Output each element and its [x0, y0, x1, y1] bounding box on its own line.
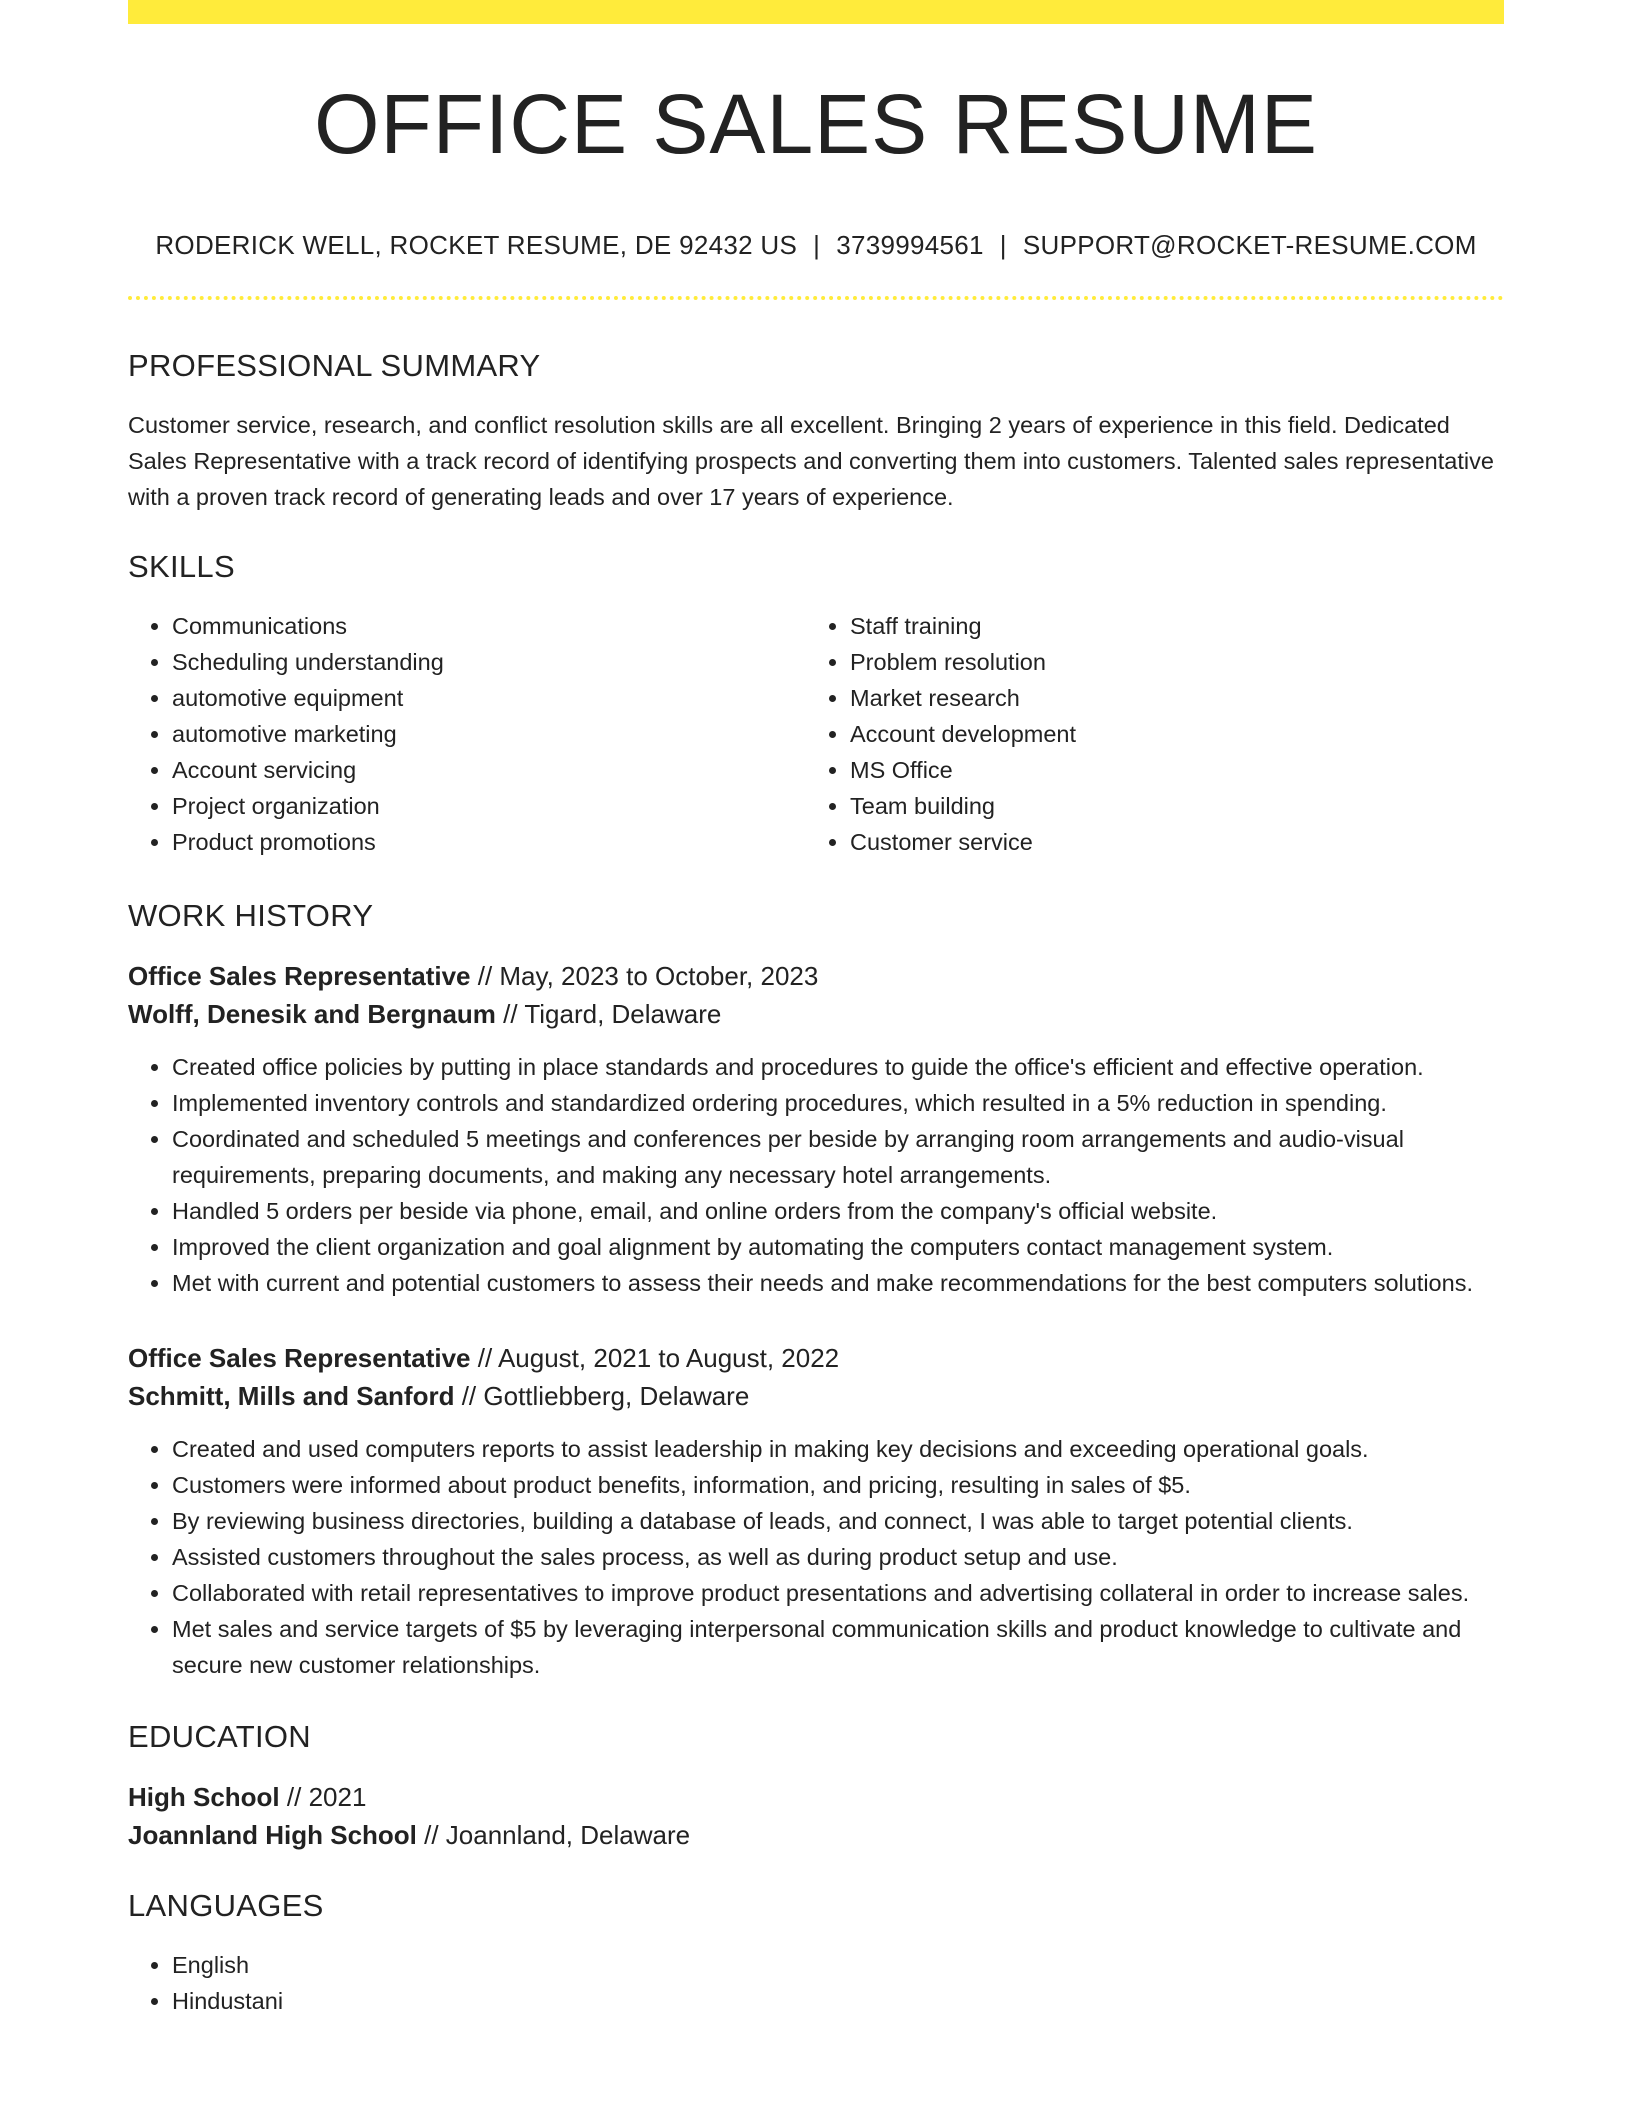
education-school-line [128, 1816, 1504, 1854]
skills-right-column [806, 608, 1484, 860]
skill-item: • Customer service [850, 824, 1484, 860]
skill-item: • Project organization [172, 788, 806, 824]
skill-item: • MS Office [850, 752, 1484, 788]
job-dates: // May, 2023 to October, 2023 [470, 961, 819, 991]
resume-title: OFFICE SALES RESUME [314, 77, 1318, 171]
job-bullet: • Coordinated and scheduled 5 meetings and conferences per beside by arranging room arrangements and audio-visual requirements, preparing documents, and making any necessary hotel arrangements. [172, 1121, 1504, 1193]
skill-item: • Scheduling understanding [172, 644, 806, 680]
job-company: Schmitt, Mills and Sanford [128, 1381, 455, 1411]
top-accent-bar [128, 0, 1504, 24]
education-school: Joannland High School [128, 1820, 417, 1850]
contact-separator: | [999, 230, 1007, 260]
job-bullet: • Improved the client organization and goal alignment by automating the computers contact management system. [172, 1229, 1504, 1265]
education-entry [128, 1778, 1504, 1854]
job-bullet: • Handled 5 orders per beside via phone, email, and online orders from the company's official website. [172, 1193, 1504, 1229]
job-entry [128, 957, 1504, 1301]
job-company-line [128, 995, 1504, 1033]
job-bullets [128, 1431, 1504, 1683]
contact-email: SUPPORT@ROCKET-RESUME.COM [1022, 230, 1477, 260]
education-degree-line [128, 1778, 1504, 1816]
job-company: Wolff, Denesik and Bergnaum [128, 999, 496, 1029]
job-title: Office Sales Representative [128, 961, 471, 991]
job-bullet: • Met sales and service targets of $5 by leveraging interpersonal communication skills and product knowledge to cultivate and secure new customer relationships. [172, 1611, 1504, 1683]
skills-heading: SKILLS [128, 549, 235, 584]
contact-phone: 3739994561 [836, 230, 984, 260]
job-bullet: • Implemented inventory controls and standardized ordering procedures, which resulted in a 5% reduction in spending. [172, 1085, 1504, 1121]
summary-text: Customer service, research, and conflict resolution skills are all excellent. Bringing 2 years of experience in this field. Dedicated Sales Representative with a track record of identifying prospects and converting them into customers. Talented sales representative with a proven track record of generating leads and over 17 years of experience. [128, 412, 1494, 510]
job-bullets [128, 1049, 1504, 1301]
skill-item: • Account servicing [172, 752, 806, 788]
skills-grid [128, 608, 1504, 860]
job-bullet: • By reviewing business directories, building a database of leads, and connect, I was able to target potential clients. [172, 1503, 1504, 1539]
education-location: // Joannland, Delaware [416, 1820, 691, 1850]
languages-heading: LANGUAGES [128, 1888, 324, 1923]
skill-item: • Account development [850, 716, 1484, 752]
job-bullet: • Met with current and potential customers to assess their needs and make recommendations for the best computers solutions. [172, 1265, 1504, 1301]
job-location: // Gottliebberg, Delaware [454, 1381, 750, 1411]
languages-list [128, 1947, 1504, 2019]
skill-item: • automotive equipment [172, 680, 806, 716]
skill-item: • Market research [850, 680, 1484, 716]
skill-item: • Team building [850, 788, 1484, 824]
skill-item: • Communications [172, 608, 806, 644]
skill-item: • automotive marketing [172, 716, 806, 752]
job-bullet: • Created and used computers reports to assist leadership in making key decisions and exceeding operational goals. [172, 1431, 1504, 1467]
job-dates: // August, 2021 to August, 2022 [470, 1343, 840, 1373]
job-bullet: • Customers were informed about product benefits, information, and pricing, resulting in sales of $5. [172, 1467, 1504, 1503]
job-bullet: • Created office policies by putting in place standards and procedures to guide the office's efficient and effective operation. [172, 1049, 1504, 1085]
education-heading: EDUCATION [128, 1719, 311, 1754]
language-item: • English [172, 1947, 1504, 1983]
skill-item: • Staff training [850, 608, 1484, 644]
education-degree: High School [128, 1782, 280, 1812]
job-title: Office Sales Representative [128, 1343, 471, 1373]
summary-heading: PROFESSIONAL SUMMARY [128, 348, 541, 383]
job-company-line [128, 1377, 1504, 1415]
contact-separator: | [813, 230, 821, 260]
skill-item: • Product promotions [172, 824, 806, 860]
job-bullet: • Collaborated with retail representatives to improve product presentations and advertising collateral in order to increase sales. [172, 1575, 1504, 1611]
skills-left-column [128, 608, 806, 860]
contact-address: RODERICK WELL, ROCKET RESUME, DE 92432 US [155, 230, 798, 260]
language-item: • Hindustani [172, 1983, 1504, 2019]
job-entry [128, 1339, 1504, 1683]
job-bullet: • Assisted customers throughout the sales process, as well as during product setup and use. [172, 1539, 1504, 1575]
job-title-line [128, 957, 1504, 995]
resume-page [128, 0, 1504, 2019]
education-year: // 2021 [279, 1782, 367, 1812]
work-history-heading: WORK HISTORY [128, 898, 374, 933]
job-location: // Tigard, Delaware [495, 999, 722, 1029]
skill-item: • Problem resolution [850, 644, 1484, 680]
job-title-line [128, 1339, 1504, 1377]
contact-line [128, 232, 1504, 258]
dotted-divider [128, 296, 1504, 300]
